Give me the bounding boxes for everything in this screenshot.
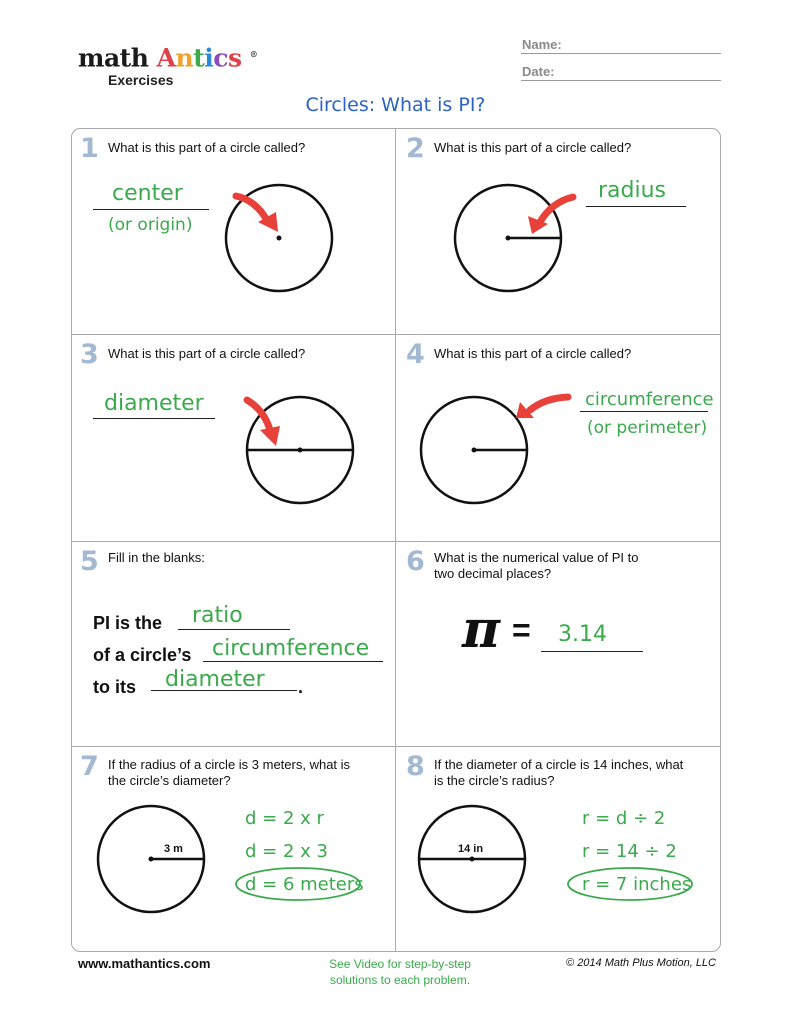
problem-5-period: . <box>298 677 304 697</box>
copyright: © 2014 Math Plus Motion, LLC <box>566 957 716 969</box>
problem-5-line1: PI is the <box>93 613 163 633</box>
problem-2-answer: radius <box>598 178 667 203</box>
problem-3-number: 3 <box>80 339 99 370</box>
problem-8-question-line1: If the diameter of a circle is 14 inches, what <box>434 757 684 772</box>
logo-letter: c <box>213 43 228 73</box>
problem-1-question: What is this part of a circle called? <box>108 140 306 155</box>
problem-8-question-line2: is the circle’s radius? <box>434 773 555 788</box>
problem-5-answer-circumference: circumference <box>212 636 370 661</box>
problem-4-note: (or perimeter) <box>587 418 708 438</box>
problem-8-circle-label: 14 in <box>458 843 484 855</box>
problem-5-line3: to its <box>93 677 136 697</box>
video-note-line1: See Video for step-by-step <box>329 957 471 971</box>
problem-7-step-1: d = 2 x r <box>245 808 324 829</box>
problem-6-answer: 3.14 <box>558 622 607 647</box>
problem-7-circle-label: 3 m <box>164 843 183 855</box>
problem-6-equals: = <box>512 612 531 648</box>
logo-letter: A <box>156 43 176 73</box>
website-link[interactable]: www.mathantics.com <box>78 956 211 971</box>
problem-5-answer-diameter: diameter <box>165 667 265 692</box>
problem-4-number: 4 <box>406 339 425 370</box>
problem-6-number: 6 <box>406 546 425 577</box>
problem-8-step-3: r = 7 inches <box>582 874 692 895</box>
problem-7-step-2: d = 2 x 3 <box>245 841 328 862</box>
problem-3-answer: diameter <box>104 391 204 416</box>
problem-1-answer: center <box>112 181 183 206</box>
problem-7-question-line1: If the radius of a circle is 3 meters, what is <box>108 757 351 772</box>
logo-letter: t <box>193 43 205 73</box>
problem-7-question-line2: the circle’s diameter? <box>108 773 231 788</box>
page-title: Circles: What is PI? <box>305 94 486 116</box>
problem-5-number: 5 <box>80 546 99 577</box>
logo-letter: i <box>204 43 214 73</box>
video-note <box>290 956 510 988</box>
problem-3-question: What is this part of a circle called? <box>108 346 306 361</box>
name-label: Name: <box>522 37 562 52</box>
problem-4-answer: circumference <box>585 389 714 410</box>
logo-math: math <box>78 43 149 73</box>
date-label: Date: <box>522 64 555 79</box>
video-note-line2: solutions to each problem. <box>329 973 471 987</box>
problem-1-number: 1 <box>80 133 99 164</box>
logo-letter: n <box>175 43 194 73</box>
problem-5-line2: of a circle’s <box>93 645 192 665</box>
problem-2-question: What is this part of a circle called? <box>434 140 632 155</box>
logo-letter: s <box>228 43 242 73</box>
logo-subtitle: Exercises <box>108 72 174 89</box>
problem-2-number: 2 <box>406 133 425 164</box>
problem-6-question-line2: two decimal places? <box>434 566 552 581</box>
problem-7-step-3: d = 6 meters <box>245 874 364 895</box>
problem-8-number: 8 <box>406 751 425 782</box>
problem-1-note: (or origin) <box>108 215 193 235</box>
problem-5-answer-ratio: ratio <box>192 603 243 628</box>
problem-8-step-1: r = d ÷ 2 <box>582 808 666 829</box>
problem-4-question: What is this part of a circle called? <box>434 346 632 361</box>
problem-8-step-2: r = 14 ÷ 2 <box>582 841 677 862</box>
problem-5-question: Fill in the blanks: <box>108 550 205 565</box>
logo-registered: ® <box>249 49 258 59</box>
pi-symbol: π <box>462 599 501 660</box>
problem-7-number: 7 <box>80 751 99 782</box>
problem-6-question-line1: What is the numerical value of PI to <box>434 550 639 565</box>
